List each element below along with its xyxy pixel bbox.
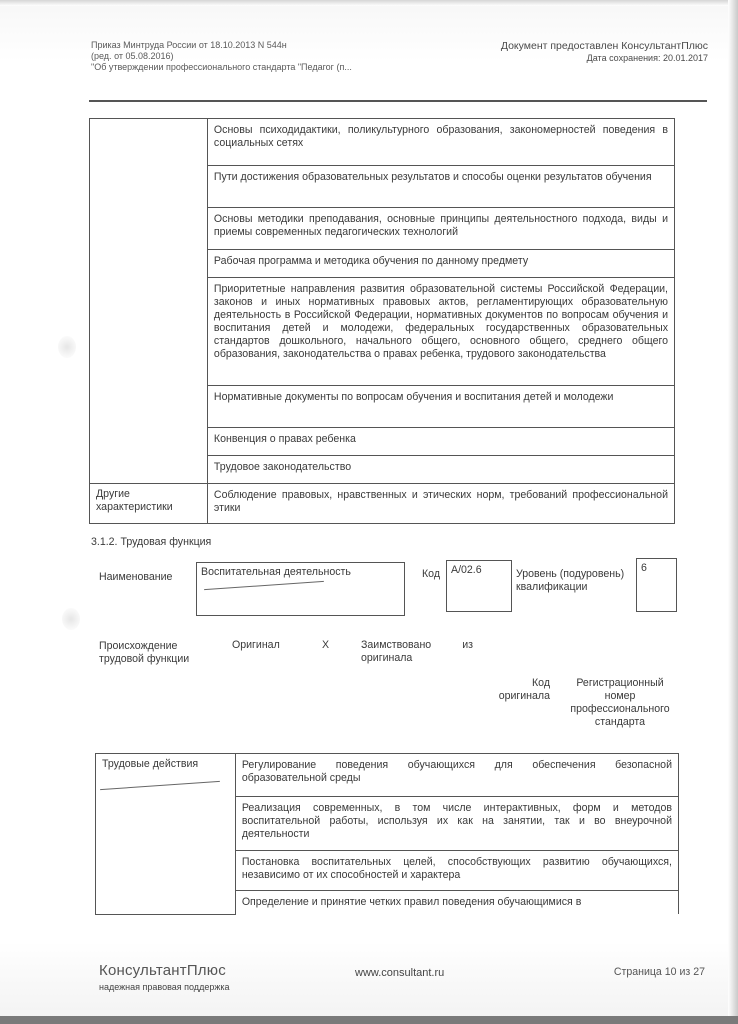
level-value: 6 (641, 562, 647, 574)
code-original-label: Код оригинала (498, 677, 550, 702)
origin-label: Происхождение трудовой функции (99, 640, 190, 665)
header-revision: (ред. от 05.08.2016) (91, 51, 174, 61)
document-header-left (91, 40, 352, 73)
table-cell: Реализация современных, в том числе интерактивных, форм и методов воспитательной работы, используя их как на занятии, так и во внеурочной деятельности (235, 797, 678, 851)
footer-brand-logo: КонсультантПлюс (99, 962, 226, 979)
punch-hole-mark (58, 336, 76, 358)
code-label: Код (422, 568, 441, 580)
borrowed-label-line (361, 639, 473, 665)
function-name-box (196, 562, 405, 616)
section-title: 3.1.2. Трудовая функция (91, 536, 212, 548)
table-cell: Рабочая программа и методика обучения по данному предмету (207, 250, 674, 278)
level-box (636, 558, 677, 612)
table-cell: Конвенция о правах ребенка (207, 428, 674, 456)
knowledge-table (89, 118, 675, 524)
scan-edge-bottom (0, 1016, 738, 1024)
labor-actions-label-text: Трудовые действия (102, 758, 199, 770)
function-name-value: Воспитательная деятельность (201, 566, 351, 578)
table-cell: Регулирование поведения обучающихся для обеспечения безопасной образовательной среды (235, 754, 678, 797)
document-header-right (501, 40, 708, 64)
table-cell: Трудовое законодательство (207, 456, 674, 484)
page-number: Страница 10 из 27 (613, 966, 705, 978)
reg-number-label: Регистрационный номер профессионального стандарта (570, 677, 670, 728)
borrowed-label: Заимствовано из оригинала (361, 639, 473, 664)
scan-edge-top (0, 0, 738, 6)
table-cell: Пути достижения образовательных результатов и способы оценки результатов обучения (207, 166, 674, 208)
table-cell: Основы психодидактики, поликультурного образования, закономерностей поведения в социальных сетях (207, 119, 674, 166)
other-characteristics-value: Соблюдение правовых, нравственных и этических норм, требований профессиональной этики (207, 484, 674, 524)
table-row (96, 754, 679, 797)
table-cell: Основы методики преподавания, основные принципы деятельностного подхода, виды и приемы современных педагогических технологий (207, 208, 674, 250)
table-row (90, 484, 675, 524)
level-label: Уровень (подуровень) квалификации (516, 568, 625, 593)
labor-actions-table (95, 753, 679, 915)
header-order-title: Приказ Минтруда России от 18.10.2013 N 544н (91, 40, 287, 50)
header-provided-by: Документ предоставлен КонсультантПлюс (500, 40, 708, 52)
punch-hole-mark (62, 608, 80, 630)
header-divider (89, 100, 707, 102)
table-row (90, 119, 675, 166)
table-cell: Нормативные документы по вопросам обучения и воспитания детей и молодежи (207, 386, 674, 428)
header-save-date: Дата сохранения: 20.01.2017 (586, 53, 708, 63)
code-box (446, 560, 512, 612)
footer-url: www.consultant.ru (355, 967, 445, 979)
other-characteristics-label: Другие характеристики (90, 484, 208, 524)
labor-actions-label (96, 754, 236, 915)
original-mark: X (322, 639, 330, 651)
table-label-cell-empty (90, 119, 208, 484)
original-label: Оригинал (232, 639, 280, 651)
table-cell: Приоритетные направления развития образовательной системы Российской Федерации, законов и иных нормативных правовых актов, регламентирующих образовательную деятельность в Российской Федерации, нормативных документов по вопросам обучения и воспитания детей и молодежи, федеральных государственных образовательных стандартов дошкольного, начального общего, основного общего, среднего общего образования, законодательства о правах ребенка, трудового законодательства (207, 278, 674, 386)
scan-edge-right (728, 0, 738, 1024)
footer-tagline: надежная правовая поддержка (99, 982, 230, 992)
header-subject: "Об утверждении профессионального стандарта "Педагог (п... (91, 62, 352, 72)
code-value: A/02.6 (451, 564, 482, 576)
table-cell: Определение и принятие четких правил поведения обучающимися в (235, 891, 678, 915)
name-label: Наименование (99, 571, 173, 583)
table-cell: Постановка воспитательных целей, способствующих развитию обучающихся, независимо от их способностей и характера (235, 851, 678, 891)
